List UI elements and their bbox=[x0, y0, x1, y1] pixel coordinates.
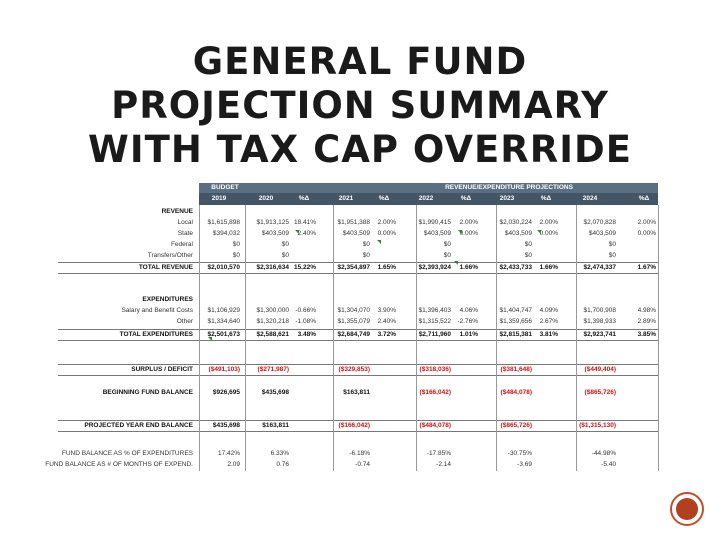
cell-comment-marker-2 bbox=[458, 230, 462, 234]
grid-vline-5 bbox=[576, 205, 577, 471]
cell-salary-1: $1,300,000 bbox=[256, 307, 289, 314]
cell-state-3: $403,509 bbox=[342, 230, 370, 237]
cell-salary-7: $1,404,747 bbox=[499, 307, 532, 314]
cell-projected_balance-5: ($484,078) bbox=[419, 422, 451, 429]
column-header-row bbox=[199, 193, 658, 205]
cell-comment-marker-5 bbox=[208, 337, 212, 341]
cell-other-0: $1,334,640 bbox=[207, 318, 240, 325]
row-label-salary: Salary and Benefit Costs bbox=[121, 307, 193, 314]
cell-comment-marker-3 bbox=[537, 230, 541, 234]
row-label-months_of_expend: FUND BALANCE AS # OF MONTHS OF EXPEND. bbox=[45, 461, 193, 468]
cell-surplus_deficit-9: ($449,404) bbox=[584, 366, 616, 373]
cell-state-4: 0.00% bbox=[377, 230, 396, 237]
cell-total_revenue-3: $2,354,897 bbox=[337, 264, 370, 271]
row-other bbox=[58, 317, 658, 327]
cell-state-8: 0.00% bbox=[539, 230, 558, 237]
column-header-5: 2022 bbox=[418, 195, 434, 202]
cell-state-5: $403,509 bbox=[423, 230, 451, 237]
cell-months_of_expend-9: -5.40 bbox=[601, 461, 616, 468]
cell-surplus_deficit-5: ($318,036) bbox=[419, 366, 451, 373]
row-surplus_deficit bbox=[58, 364, 658, 376]
revenue-section-label: REVENUE bbox=[161, 208, 193, 215]
grid-vline-3 bbox=[416, 205, 417, 471]
column-header-8: %Δ bbox=[540, 195, 552, 202]
cell-total_revenue-9: $2,474,337 bbox=[583, 264, 616, 271]
column-header-0: 2019 bbox=[211, 195, 227, 202]
cell-other-8: 2.67% bbox=[539, 318, 558, 325]
expenditures-section-label: EXPENDITURES bbox=[142, 296, 193, 303]
row-local bbox=[58, 218, 658, 228]
row-federal bbox=[58, 240, 658, 250]
cell-beginning_balance-3: $163,811 bbox=[343, 389, 370, 396]
cell-comment-marker-0 bbox=[295, 230, 299, 234]
cell-local-3: $1,951,388 bbox=[337, 219, 370, 226]
cell-pct_of_expenditures-3: -6.18% bbox=[349, 450, 370, 457]
cell-federal-5: $0 bbox=[443, 241, 451, 248]
cell-pct_of_expenditures-0: 17.42% bbox=[217, 450, 240, 457]
row-months_of_expend bbox=[45, 460, 658, 470]
row-label-total_revenue: TOTAL REVENUE bbox=[138, 264, 193, 271]
row-label-other: Other bbox=[176, 318, 193, 325]
cell-salary-4: 3.90% bbox=[377, 307, 396, 314]
cell-state-10: 0.00% bbox=[637, 230, 656, 237]
header-band-top bbox=[199, 183, 658, 193]
column-header-10: %Δ bbox=[638, 195, 650, 202]
cell-local-4: 2.00% bbox=[377, 219, 396, 226]
cell-projected_balance-9: ($1,315,130) bbox=[579, 422, 616, 429]
row-pct_of_expenditures bbox=[58, 449, 658, 459]
grid-vline-2 bbox=[333, 205, 334, 471]
budget-header: BUDGET bbox=[211, 184, 239, 191]
cell-comment-marker-1 bbox=[377, 240, 381, 244]
cell-total_revenue-10: 1.67% bbox=[637, 264, 656, 271]
cell-total_revenue-2: 15.22% bbox=[293, 264, 316, 271]
cell-total_revenue-6: 1.66% bbox=[459, 264, 478, 271]
cell-surplus_deficit-1: ($271,987) bbox=[257, 366, 289, 373]
cell-total_revenue-4: 1.65% bbox=[377, 264, 396, 271]
row-label-federal: Federal bbox=[170, 241, 193, 248]
title-line-3: WITH TAX CAP OVERRIDE bbox=[88, 128, 632, 171]
cell-pct_of_expenditures-1: 6.33% bbox=[270, 450, 289, 457]
cell-total_revenue-0: $2,010,570 bbox=[207, 264, 240, 271]
cell-beginning_balance-5: ($166,042) bbox=[419, 389, 451, 396]
cell-total_revenue-8: 1.66% bbox=[539, 264, 558, 271]
row-projected_balance bbox=[58, 420, 658, 432]
cell-local-6: 2.00% bbox=[459, 219, 478, 226]
column-header-6: %Δ bbox=[460, 195, 472, 202]
cell-salary-2: -0.66% bbox=[295, 307, 316, 314]
row-transfers bbox=[58, 251, 658, 261]
cell-surplus_deficit-3: ($329,853) bbox=[338, 366, 370, 373]
row-total_expenditures bbox=[58, 329, 658, 341]
cell-beginning_balance-9: ($865,726) bbox=[584, 389, 616, 396]
cell-total_expenditures-4: 3.72% bbox=[377, 331, 396, 338]
cell-other-3: $1,355,079 bbox=[337, 318, 370, 325]
cell-total_expenditures-5: $2,711,960 bbox=[418, 331, 451, 338]
cell-total_expenditures-10: 3.85% bbox=[637, 331, 656, 338]
cell-salary-6: 4.06% bbox=[459, 307, 478, 314]
cell-total_expenditures-3: $2,684,749 bbox=[337, 331, 370, 338]
cell-comment-marker-4 bbox=[454, 261, 458, 265]
cell-months_of_expend-0: 2.09 bbox=[227, 461, 240, 468]
cell-state-6: 0.00% bbox=[459, 230, 478, 237]
row-total_revenue bbox=[58, 262, 658, 274]
cell-other-2: -1.08% bbox=[295, 318, 316, 325]
cell-local-10: 2.00% bbox=[637, 219, 656, 226]
cell-state-9: $403,509 bbox=[588, 230, 616, 237]
title-line-2: PROJECTION SUMMARY bbox=[111, 84, 609, 127]
cell-total_revenue-1: $2,316,634 bbox=[256, 264, 289, 271]
cell-federal-1: $0 bbox=[281, 241, 289, 248]
cell-local-9: $2,070,828 bbox=[583, 219, 616, 226]
cell-transfers-9: $0 bbox=[608, 252, 616, 259]
cell-other-7: $1,359,656 bbox=[499, 318, 532, 325]
cell-other-6: -2.76% bbox=[457, 318, 478, 325]
row-label-total_expenditures: TOTAL EXPENDITURES bbox=[119, 331, 193, 338]
cell-salary-0: $1,106,929 bbox=[207, 307, 240, 314]
cell-total_revenue-7: $2,433,733 bbox=[499, 264, 532, 271]
cell-federal-0: $0 bbox=[232, 241, 240, 248]
cell-salary-9: $1,700,908 bbox=[583, 307, 616, 314]
cell-transfers-1: $0 bbox=[281, 252, 289, 259]
cell-state-2: 2.40% bbox=[297, 230, 316, 237]
cell-federal-9: $0 bbox=[608, 241, 616, 248]
cell-months_of_expend-1: 0.76 bbox=[276, 461, 289, 468]
row-salary bbox=[58, 306, 658, 316]
cell-other-1: $1,320,218 bbox=[256, 318, 289, 325]
row-label-pct_of_expenditures: FUND BALANCE AS % OF EXPENDITURES bbox=[61, 450, 193, 457]
slide-badge-icon bbox=[670, 492, 704, 526]
cell-state-1: $403,509 bbox=[261, 230, 289, 237]
cell-salary-8: 4.09% bbox=[539, 307, 558, 314]
title-line-1: GENERAL FUND bbox=[192, 40, 528, 83]
cell-total_expenditures-0: $2,501,673 bbox=[207, 331, 240, 338]
cell-local-0: $1,615,898 bbox=[207, 219, 240, 226]
column-header-9: 2024 bbox=[582, 195, 598, 202]
grid-vline-1 bbox=[245, 205, 246, 471]
cell-months_of_expend-5: -2.14 bbox=[436, 461, 451, 468]
cell-local-2: 18.41% bbox=[293, 219, 316, 226]
cell-state-0: $394,032 bbox=[212, 230, 240, 237]
cell-federal-7: $0 bbox=[524, 241, 532, 248]
cell-projected_balance-0: $435,698 bbox=[212, 422, 240, 429]
cell-transfers-0: $0 bbox=[232, 252, 240, 259]
cell-other-5: $1,315,522 bbox=[418, 318, 451, 325]
row-label-local: Local bbox=[177, 219, 193, 226]
projections-header: REVENUE/EXPENDITURE PROJECTIONS bbox=[445, 184, 573, 191]
cell-months_of_expend-3: -0.74 bbox=[355, 461, 370, 468]
row-beginning_balance bbox=[58, 388, 658, 398]
cell-local-1: $1,913,125 bbox=[256, 219, 289, 226]
cell-other-4: 2.40% bbox=[377, 318, 396, 325]
cell-pct_of_expenditures-7: -30.75% bbox=[507, 450, 532, 457]
cell-beginning_balance-1: $435,698 bbox=[261, 389, 289, 396]
cell-other-10: 2.89% bbox=[637, 318, 656, 325]
cell-beginning_balance-7: ($484,078) bbox=[500, 389, 532, 396]
column-header-7: 2023 bbox=[499, 195, 515, 202]
cell-months_of_expend-7: -3.69 bbox=[517, 461, 532, 468]
cell-federal-3: $0 bbox=[362, 241, 370, 248]
row-label-beginning_balance: BEGINNING FUND BALANCE bbox=[102, 389, 193, 396]
row-label-state: State bbox=[177, 230, 193, 237]
cell-transfers-5: $0 bbox=[443, 252, 451, 259]
cell-surplus_deficit-7: ($381,648) bbox=[500, 366, 532, 373]
cell-other-9: $1,398,933 bbox=[583, 318, 616, 325]
column-header-2: %Δ bbox=[298, 195, 310, 202]
cell-projected_balance-7: ($865,726) bbox=[500, 422, 532, 429]
cell-local-8: 2.00% bbox=[539, 219, 558, 226]
cell-total_expenditures-7: $2,815,381 bbox=[499, 331, 532, 338]
row-state bbox=[58, 229, 658, 239]
column-header-3: 2021 bbox=[338, 195, 354, 202]
column-header-1: 2020 bbox=[258, 195, 274, 202]
slide-title bbox=[80, 40, 640, 172]
row-label-surplus_deficit: SURPLUS / DEFICIT bbox=[131, 366, 193, 373]
cell-local-5: $1,990,415 bbox=[418, 219, 451, 226]
cell-total_expenditures-8: 3.81% bbox=[539, 331, 558, 338]
cell-surplus_deficit-0: ($491,103) bbox=[208, 366, 240, 373]
cell-salary-10: 4.98% bbox=[637, 307, 656, 314]
cell-total_expenditures-1: $2,588,621 bbox=[256, 331, 289, 338]
cell-transfers-3: $0 bbox=[362, 252, 370, 259]
projection-spreadsheet bbox=[45, 183, 658, 473]
badge-inner bbox=[676, 498, 698, 520]
row-label-transfers: Transfers/Other bbox=[147, 252, 193, 259]
cell-total_expenditures-6: 1.01% bbox=[459, 331, 478, 338]
cell-local-7: $2,030,224 bbox=[499, 219, 532, 226]
cell-pct_of_expenditures-5: -17.85% bbox=[426, 450, 451, 457]
cell-salary-5: $1,396,403 bbox=[418, 307, 451, 314]
cell-total_expenditures-9: $2,923,741 bbox=[583, 331, 616, 338]
cell-total_expenditures-2: 3.48% bbox=[297, 331, 316, 338]
cell-salary-3: $1,304,070 bbox=[337, 307, 370, 314]
cell-transfers-7: $0 bbox=[524, 252, 532, 259]
cell-projected_balance-3: ($166,042) bbox=[338, 422, 370, 429]
column-header-4: %Δ bbox=[378, 195, 390, 202]
grid-vline-4 bbox=[496, 205, 497, 471]
cell-projected_balance-1: $163,811 bbox=[262, 422, 289, 429]
grid-vline-6 bbox=[658, 205, 659, 471]
cell-pct_of_expenditures-9: -44.98% bbox=[591, 450, 616, 457]
cell-state-7: $403,509 bbox=[504, 230, 532, 237]
grid-vline-0 bbox=[199, 205, 200, 471]
cell-total_revenue-5: $2,393,924 bbox=[418, 264, 451, 271]
row-label-projected_balance: PROJECTED YEAR END BALANCE bbox=[84, 422, 193, 429]
cell-beginning_balance-0: $926,695 bbox=[212, 389, 240, 396]
